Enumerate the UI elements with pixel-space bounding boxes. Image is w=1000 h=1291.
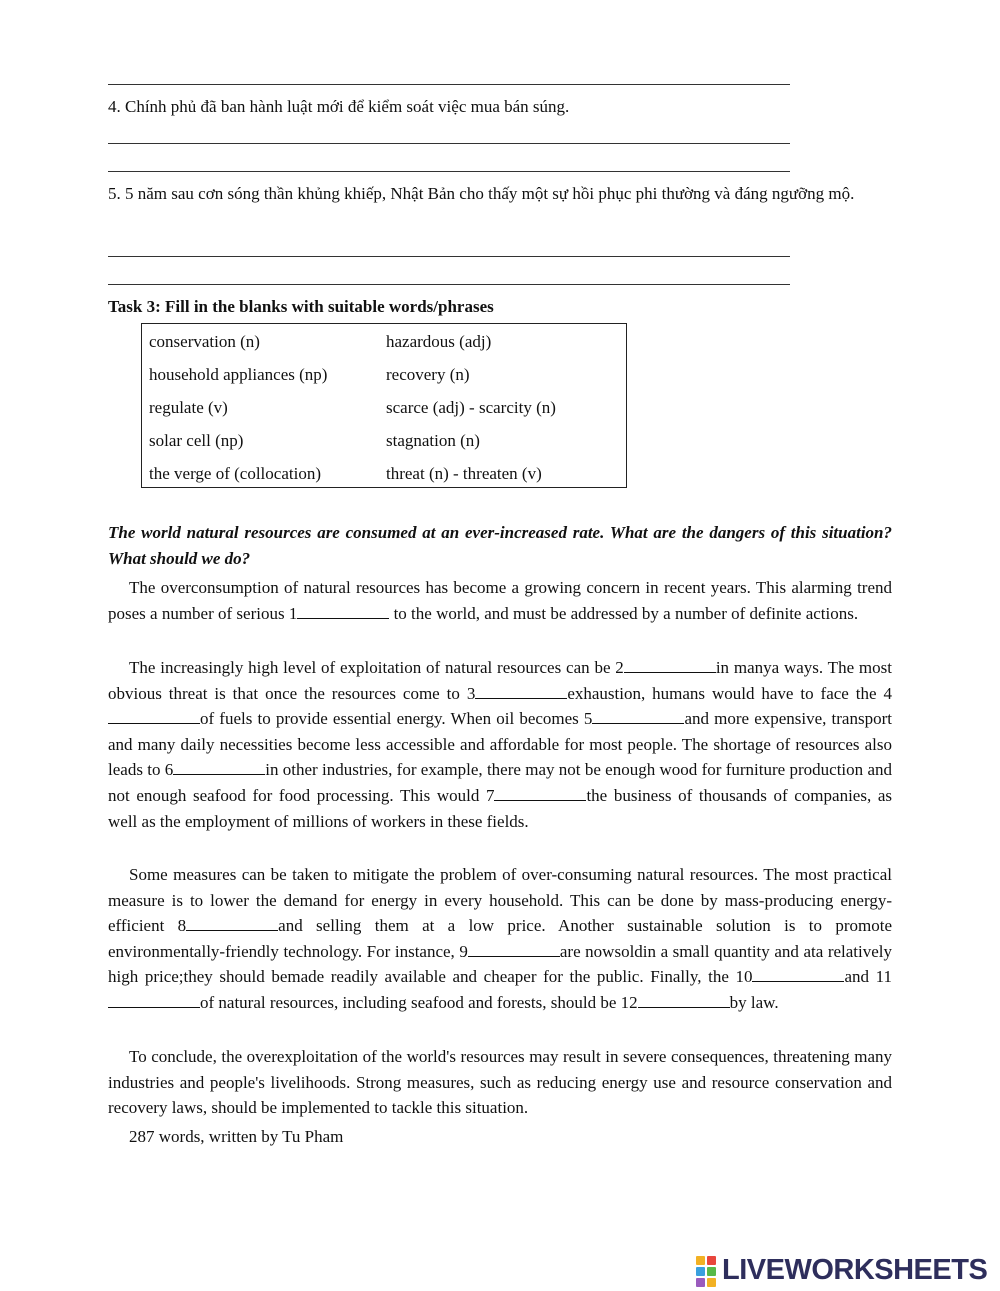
- blank-1[interactable]: [297, 604, 389, 619]
- logo-tile: [707, 1267, 716, 1276]
- sentence-item-4: 4. Chính phủ đã ban hành luật mới để kiểm soát việc mua bán súng.: [108, 97, 570, 116]
- blank-4[interactable]: [108, 709, 200, 724]
- word-bank-item: threat (n) - threaten (v): [386, 464, 542, 483]
- answer-line-4a[interactable]: [108, 143, 790, 144]
- word-count-footer: 287 words, written by Tu Pham: [129, 1127, 344, 1146]
- word-bank-item: hazardous (adj): [386, 332, 492, 351]
- logo-tile: [696, 1256, 705, 1265]
- blank-7[interactable]: [494, 786, 586, 801]
- logo-tile: [707, 1278, 716, 1287]
- word-bank-item: the verge of (collocation): [149, 464, 321, 483]
- logo-tile: [696, 1278, 705, 1287]
- logo-tile: [707, 1256, 716, 1265]
- liveworksheets-wordmark: LIVEWORKSHEETS: [722, 1254, 988, 1287]
- word-bank-item: conservation (n): [149, 332, 260, 351]
- blank-11[interactable]: [108, 993, 200, 1008]
- word-bank-item: stagnation (n): [386, 431, 480, 450]
- logo-tile: [696, 1267, 705, 1276]
- word-bank-item: solar cell (np): [149, 431, 244, 450]
- blank-5[interactable]: [592, 709, 684, 724]
- essay-question: The world natural resources are consumed at an ever-increased rate. What are the dangers of this situation? What should we do?: [108, 523, 892, 568]
- word-bank-item: household appliances (np): [149, 365, 328, 384]
- blank-9[interactable]: [468, 942, 560, 957]
- answer-line-5a[interactable]: [108, 256, 790, 257]
- word-bank: [141, 323, 627, 488]
- blank-6[interactable]: [173, 760, 265, 775]
- liveworksheets-logo: [696, 1256, 987, 1286]
- answer-line-3b[interactable]: [108, 84, 790, 85]
- word-bank-item: scarce (adj) - scarcity (n): [386, 398, 556, 417]
- blank-12[interactable]: [638, 993, 730, 1008]
- blank-3[interactable]: [475, 684, 567, 699]
- answer-line-5b[interactable]: [108, 284, 790, 285]
- essay-paragraph-3: Some measures can be taken to mitigate the problem of over-consuming natural resources. The most practical measure is to lower the demand for energy in every household. This can be done by mass-producing energy-efficient 8 and selling them at a low price. Another sustainable solution is to promote environmentally-friendly technology. For instance, 9 are nowsoldin a small quantity and ata relatively high price;they should bemade readily available and cheaper for the public. Finally, the 10 and 11of natural resources, including seafood and forests, should be 12 by law.: [108, 865, 893, 1012]
- blank-10[interactable]: [752, 967, 844, 982]
- essay-paragraph-2: The increasingly high level of exploitation of natural resources can be 2 in manya ways. The most obvious threat is that once the resources come to 3 exhaustion, humans would have to face the 4of fuels to provide essential energy. When oil becomes 5 and more expensive, transport and many daily necessities become less accessible and affordable for most people. The shortage of resources also leads to 6 in other industries, for example, there may not be enough wood for furniture production and not enough seafood for food processing. This would 7 the business of thousands of companies, as well as the employment of millions of workers in these fields.: [108, 658, 892, 831]
- task3-title: Task 3: Fill in the blanks with suitable words/phrases: [108, 297, 494, 316]
- essay-paragraph-4: To conclude, the overexploitation of the world's resources may result in severe consequences, threatening many industries and people's livelihoods. Strong measures, such as reducing energy use and resource conservation and recovery laws, should be implemented to tackle this situation.: [108, 1047, 892, 1118]
- blank-2[interactable]: [624, 658, 716, 673]
- essay-paragraph-1: The overconsumption of natural resources has become a growing concern in recent years. This alarming trend poses a number of serious 1 to the world, and must be addressed by a number of definite actions.: [108, 578, 892, 623]
- word-bank-item: regulate (v): [149, 398, 228, 417]
- sentence-item-5: 5. 5 năm sau cơn sóng thần khủng khiếp, Nhật Bản cho thấy một sự hồi phục phi thường và đáng ngưỡng mộ.: [108, 184, 855, 203]
- blank-8[interactable]: [186, 916, 278, 931]
- answer-line-4b[interactable]: [108, 171, 790, 172]
- word-bank-item: recovery (n): [386, 365, 470, 384]
- liveworksheets-logo-icon: [696, 1256, 716, 1287]
